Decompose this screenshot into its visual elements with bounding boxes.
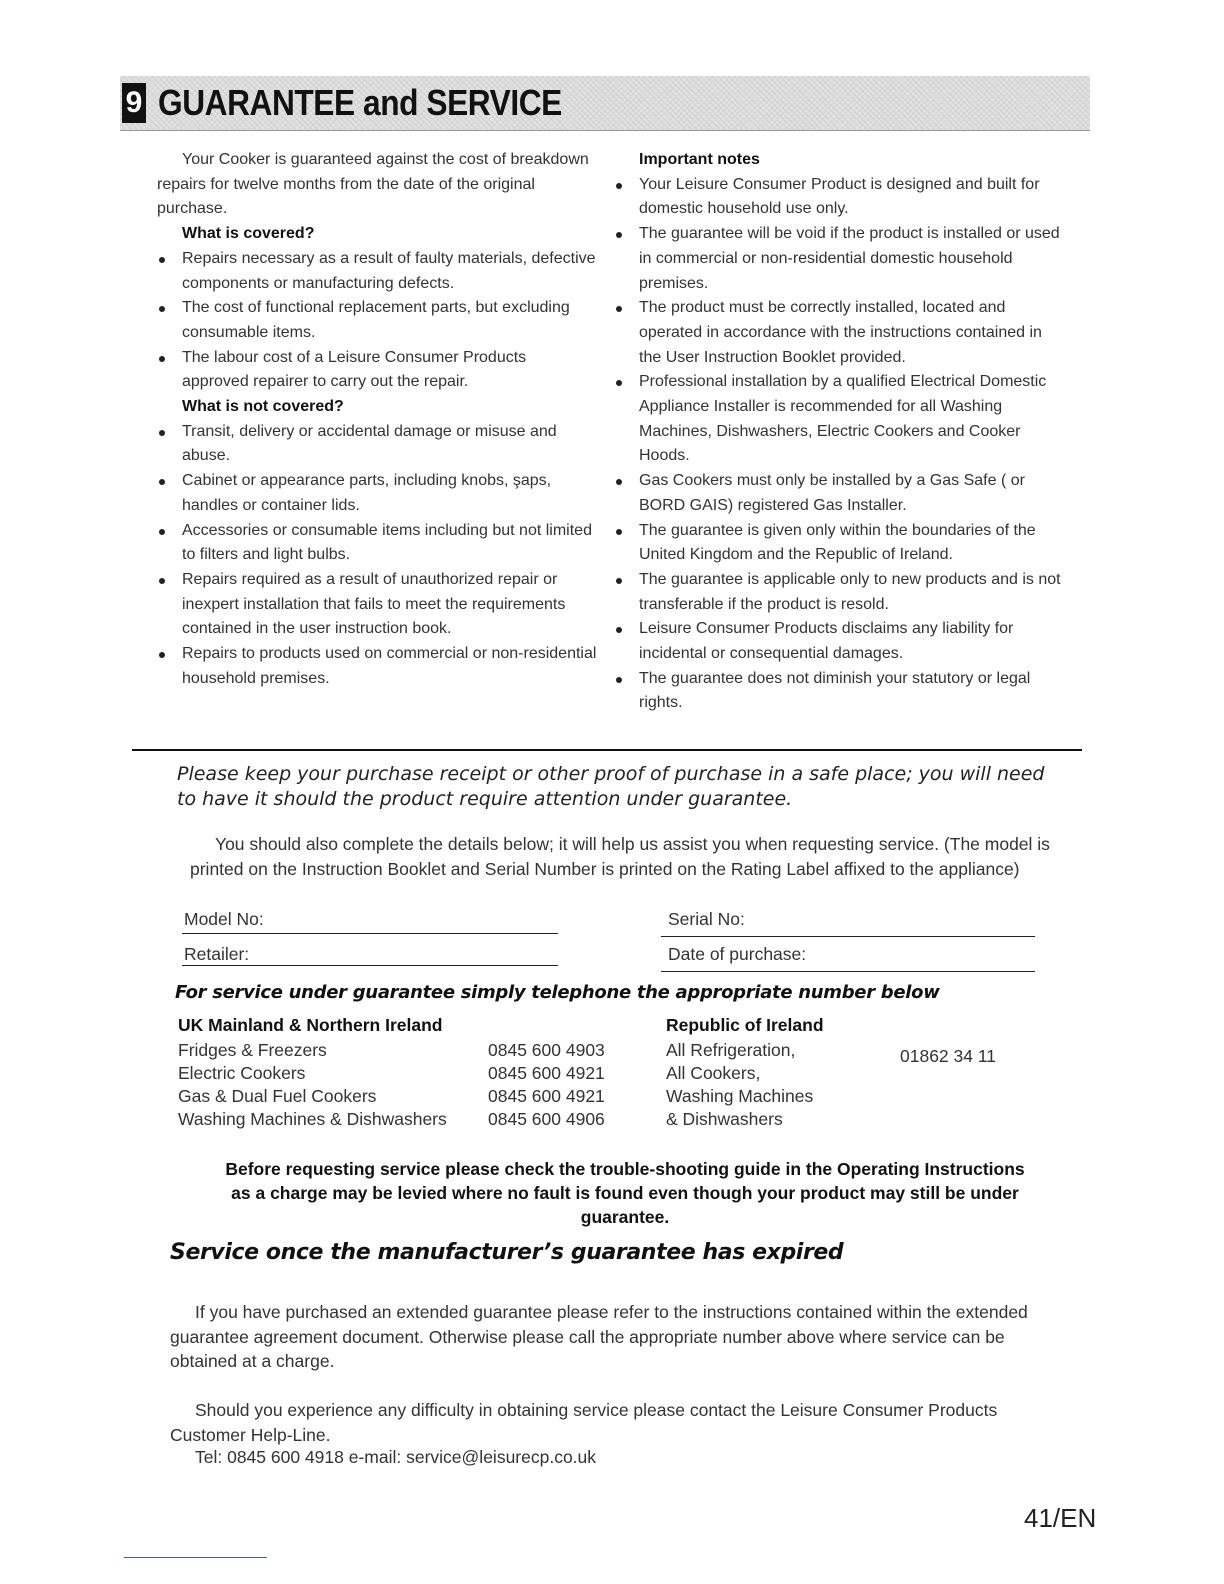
list-item: The guarantee is given only within the boundaries of the United Kingdom and the Republic of Ireland. bbox=[614, 519, 1064, 568]
ireland-row: All Cookers, bbox=[666, 1063, 761, 1083]
not-covered-list bbox=[157, 420, 597, 692]
uk-row-number: 0845 600 4903 bbox=[488, 1040, 605, 1060]
uk-row-number: 0845 600 4906 bbox=[488, 1109, 605, 1129]
service-heading: For service under guarantee simply telephone the appropriate number below bbox=[175, 982, 940, 1003]
page-number: 41/EN bbox=[1024, 1503, 1097, 1533]
retailer-field-line[interactable] bbox=[182, 965, 558, 966]
section-header bbox=[120, 76, 1090, 131]
right-column bbox=[614, 148, 1064, 716]
covered-list bbox=[157, 247, 597, 395]
model-field-label: Model No: bbox=[184, 909, 264, 929]
important-notes-heading: Important notes bbox=[639, 151, 760, 168]
date-field-label: Date of purchase: bbox=[668, 944, 807, 964]
uk-row-number: 0845 600 4921 bbox=[488, 1086, 605, 1106]
list-item: Repairs required as a result of unauthorized repair or inexpert installation that fails to meet the requirements contained in the user instruction book. bbox=[157, 568, 597, 642]
ireland-row: & Dishwashers bbox=[666, 1109, 783, 1129]
ireland-row: Washing Machines bbox=[666, 1086, 814, 1106]
section-number: 9 bbox=[122, 83, 146, 123]
list-item: The guarantee does not diminish your statutory or legal rights. bbox=[614, 667, 1064, 716]
section-divider bbox=[132, 749, 1082, 751]
not-covered-heading: What is not covered? bbox=[182, 398, 344, 416]
list-item: Your Leisure Consumer Product is designed and built for domestic household use only. bbox=[614, 173, 1064, 222]
left-column bbox=[157, 148, 597, 691]
list-item: Leisure Consumer Products disclaims any liability for incidental or consequential damages. bbox=[614, 617, 1064, 666]
uk-heading: UK Mainland & Northern Ireland bbox=[178, 1015, 443, 1035]
list-item: Transit, delivery or accidental damage or misuse and abuse. bbox=[157, 420, 597, 469]
uk-row-label: Gas & Dual Fuel Cookers bbox=[178, 1086, 377, 1106]
uk-row-label: Washing Machines & Dishwashers bbox=[178, 1109, 447, 1129]
list-item: Cabinet or appearance parts, including knobs, şaps, handles or container lids. bbox=[157, 469, 597, 518]
contact-line: Tel: 0845 600 4918 e-mail: service@leisurecp.co.uk bbox=[195, 1447, 597, 1467]
footer-rule bbox=[124, 1557, 267, 1558]
covered-heading: What is covered? bbox=[182, 225, 315, 243]
ireland-row: All Refrigeration, bbox=[666, 1040, 796, 1060]
date-field-line[interactable] bbox=[661, 971, 1035, 972]
receipt-note: Please keep your purchase receipt or other proof of purchase in a safe place; you will need to have it should the product require attention under guarantee. bbox=[177, 763, 1045, 810]
list-item: Repairs necessary as a result of faulty materials, defective components or manufacturing defects. bbox=[157, 247, 597, 296]
serial-field-label: Serial No: bbox=[668, 909, 745, 929]
guarantee-intro: Your Cooker is guaranteed against the cost of breakdown repairs for twelve months from the date of the original purchase. bbox=[157, 151, 589, 218]
helpline-paragraph: Should you experience any difficulty in obtaining service please contact the Leisure Consumer Products Customer Help-Line. bbox=[170, 1400, 998, 1445]
uk-row-label: Fridges & Freezers bbox=[178, 1040, 327, 1060]
list-item: The product must be correctly installed, located and operated in accordance with the instructions contained in the User Instruction Booklet provided. bbox=[614, 296, 1064, 370]
list-item: Repairs to products used on commercial or non-residential household premises. bbox=[157, 642, 597, 691]
list-item: The labour cost of a Leisure Consumer Products approved repairer to carry out the repair. bbox=[157, 346, 597, 395]
section-title: GUARANTEE and SERVICE bbox=[158, 82, 562, 123]
extended-guarantee-paragraph: If you have purchased an extended guarantee please refer to the instructions contained within the extended guarantee agreement document. Otherwise please call the appropriate number above where service can be obtained at a charge. bbox=[170, 1302, 1028, 1371]
list-item: The guarantee is applicable only to new products and is not transferable if the product is resold. bbox=[614, 568, 1064, 617]
serial-field-line[interactable] bbox=[661, 936, 1035, 937]
details-text: You should also complete the details below; it will help us assist you when requesting service. (The model is printed on the Instruction Booklet and Serial Number is printed on the Rating Label affixed to the appliance) bbox=[190, 834, 1050, 879]
ireland-heading: Republic of Ireland bbox=[666, 1015, 824, 1035]
uk-row-number: 0845 600 4921 bbox=[488, 1063, 605, 1083]
list-item: Professional installation by a qualified Electrical Domestic Appliance Installer is recommended for all Washing Machines, Dishwashers, Electric Cookers and Cooker Hoods. bbox=[614, 370, 1064, 469]
list-item: The cost of functional replacement parts, but excluding consumable items. bbox=[157, 296, 597, 345]
uk-row-label: Electric Cookers bbox=[178, 1063, 306, 1083]
model-field-line[interactable] bbox=[182, 933, 558, 934]
charge-note: Before requesting service please check the trouble-shooting guide in the Operating Instructions as a charge may be levied where no fault is found even though your product may still be under guarantee. bbox=[225, 1159, 1025, 1227]
important-notes-list bbox=[614, 173, 1064, 716]
retailer-field-label: Retailer: bbox=[184, 944, 250, 964]
list-item: Accessories or consumable items including but not limited to filters and light bulbs. bbox=[157, 519, 597, 568]
list-item: The guarantee will be void if the product is installed or used in commercial or non-residential domestic household premises. bbox=[614, 222, 1064, 296]
list-item: Gas Cookers must only be installed by a Gas Safe ( or BORD GAIS) registered Gas Installer. bbox=[614, 469, 1064, 518]
ireland-number: 01862 34 11 bbox=[900, 1046, 997, 1066]
expired-heading: Service once the manufacturer’s guarantee has expired bbox=[170, 1240, 844, 1265]
